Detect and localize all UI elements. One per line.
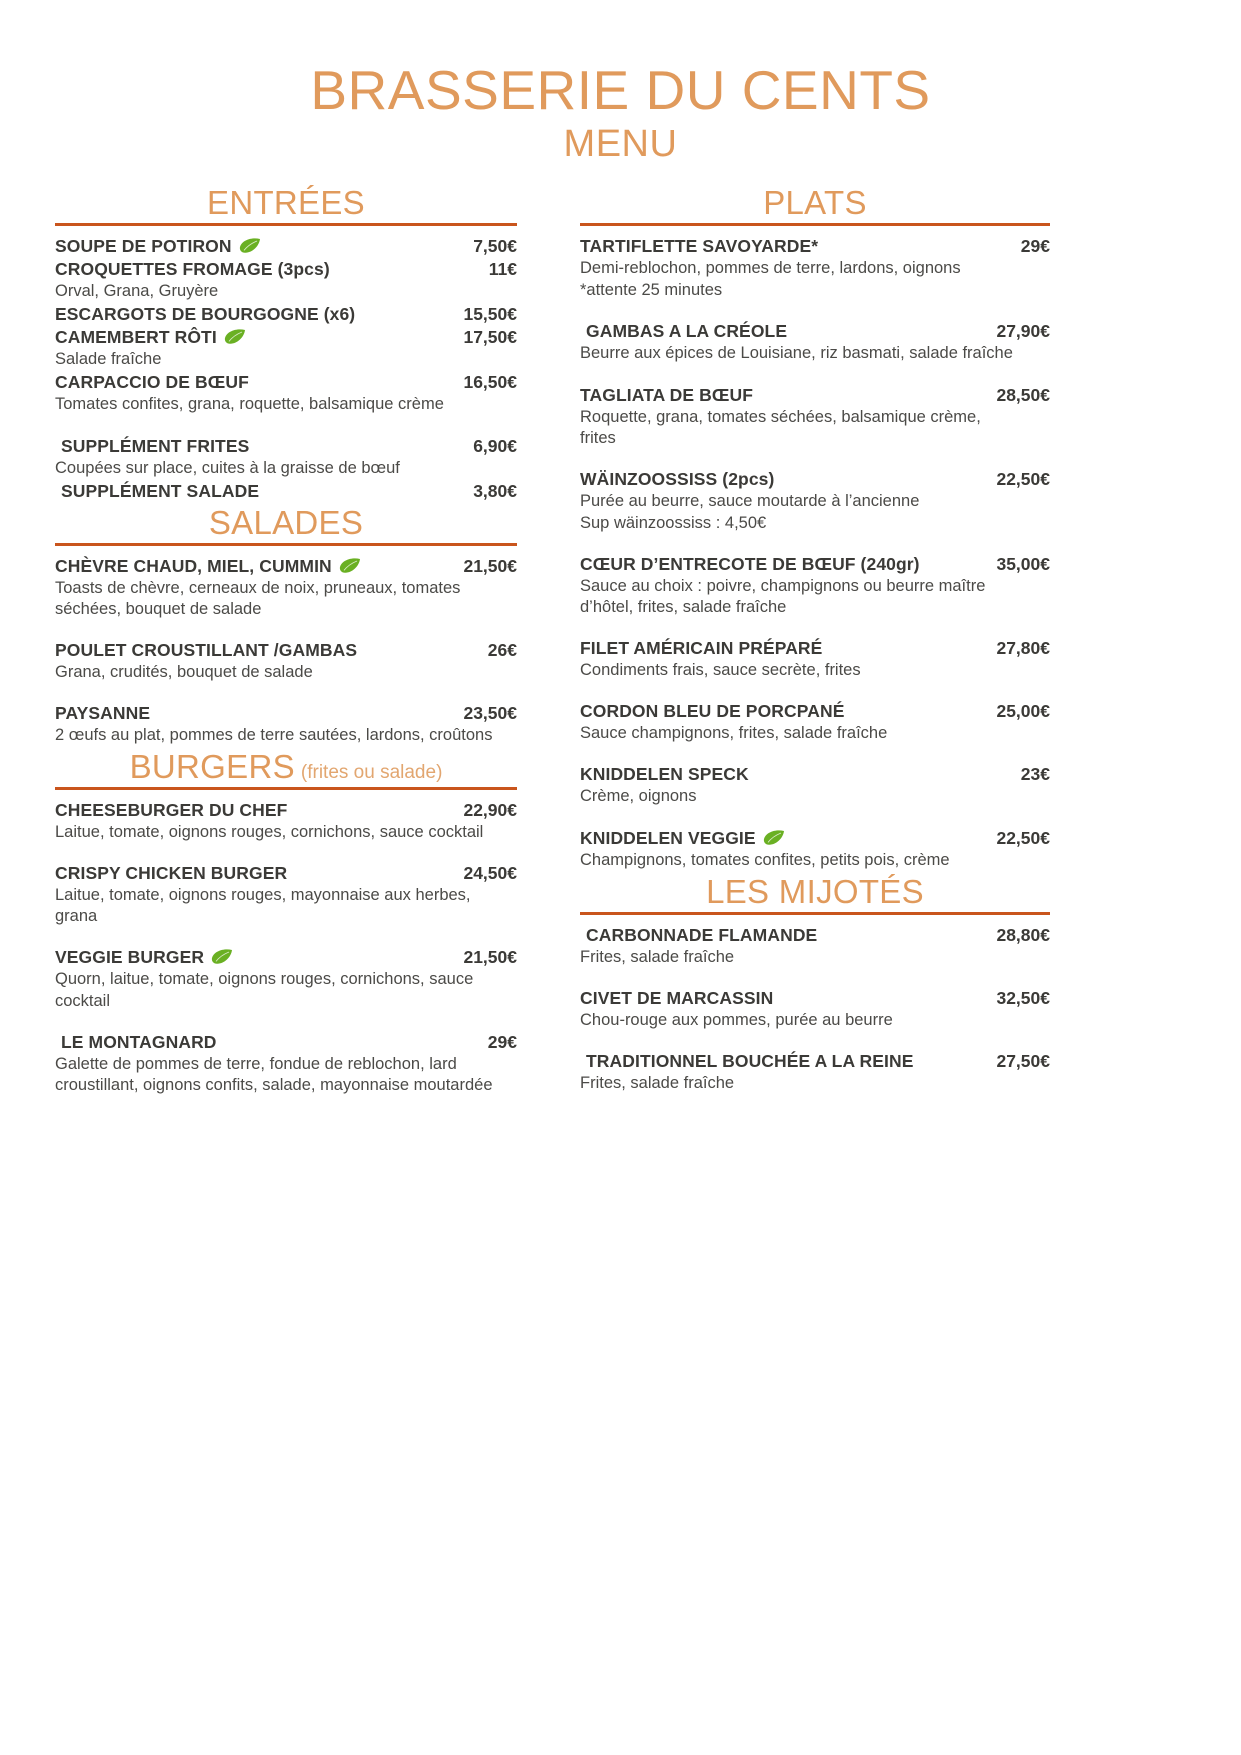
menu-item-price: 23€ <box>1020 764 1050 785</box>
menu-item-line <box>55 947 517 968</box>
menu-item-line <box>580 925 1050 946</box>
menu-item <box>55 436 517 479</box>
menu-item-list <box>580 236 1050 870</box>
menu-item-name: POULET CROUSTILLANT /GAMBAS <box>55 639 358 660</box>
menu-item-name: CARPACCIO DE BŒUF <box>55 372 249 393</box>
menu-item-line <box>55 304 517 325</box>
menu-item-name: LE MONTAGNARD <box>61 1031 217 1052</box>
section-title: LES MIJOTÉS <box>706 872 924 910</box>
menu-item <box>580 988 1050 1031</box>
menu-item-description: Chou-rouge aux pommes, purée au beurre <box>580 1010 893 1029</box>
menu-item-name: CORDON BLEU DE PORCPANÉ <box>580 701 845 722</box>
menu-item-line <box>580 554 1050 575</box>
menu-item-price: 27,80€ <box>996 638 1050 659</box>
menu-item-name: CROQUETTES FROMAGE (3pcs) <box>55 259 330 280</box>
menu-item-line <box>55 327 517 348</box>
menu-item-description: Coupées sur place, cuites à la graisse de bœuf <box>55 458 400 477</box>
menu-item-name: FILET AMÉRICAIN PRÉPARÉ <box>580 638 823 659</box>
menu-item-line <box>580 988 1050 1009</box>
menu-item-list <box>580 925 1050 1094</box>
menu-item <box>55 800 517 843</box>
restaurant-title: BRASSERIE DU CENTS <box>310 59 931 121</box>
menu-item-name: KNIDDELEN SPECK <box>580 764 749 785</box>
section-title: SALADES <box>208 503 364 541</box>
vegetarian-leaf-icon <box>211 949 233 964</box>
menu-item-description: Galette de pommes de terre, fondue de reblochon, lard croustillant, oignons confits, salade, mayonnaise moutardée <box>55 1054 493 1094</box>
menu-item-line <box>580 236 1050 257</box>
menu-section-entrees <box>55 186 517 501</box>
menu-item-list <box>55 236 517 501</box>
menu-item-price: 35,00€ <box>996 553 1050 574</box>
menu-item-line <box>580 828 1050 849</box>
menu-item-description: Grana, crudités, bouquet de salade <box>55 662 313 681</box>
menu-item <box>580 828 1050 871</box>
vegetarian-leaf-icon <box>763 830 785 845</box>
menu-item-line <box>55 556 517 577</box>
menu-item-name: CHEESEBURGER DU CHEF <box>55 800 288 821</box>
menu-item-description: Crème, oignons <box>580 787 697 806</box>
menu-item-name: TRADITIONNEL BOUCHÉE A LA REINE <box>586 1050 914 1071</box>
menu-item-description: Toasts de chèvre, cerneaux de noix, pruneaux, tomates séchées, bouquet de salade <box>55 578 461 618</box>
menu-item-price: 7,50€ <box>473 236 517 257</box>
menu-section-plats <box>580 186 1050 870</box>
menu-item <box>55 372 517 415</box>
menu-item-price: 29€ <box>1020 236 1050 257</box>
menu-item-price: 16,50€ <box>463 372 517 393</box>
menu-item <box>580 236 1050 301</box>
menu-item-description: Tomates confites, grana, roquette, balsamique crème <box>55 395 444 414</box>
menu-item-line <box>55 800 517 821</box>
menu-item <box>580 385 1050 449</box>
menu-item-description: *attente 25 minutes <box>580 281 723 300</box>
section-title: BURGERS <box>129 748 295 786</box>
menu-item-line <box>55 703 517 724</box>
menu-item <box>580 925 1050 968</box>
menu-item-price: 24,50€ <box>463 863 517 884</box>
section-divider <box>55 223 517 226</box>
menu-item-line <box>580 701 1050 722</box>
menu-item-line <box>580 321 1050 342</box>
section-divider <box>55 543 517 546</box>
menu-item-name: WÄINZOOSSISS (2pcs) <box>580 468 775 489</box>
menu-item-name: SOUPE DE POTIRON <box>55 236 232 257</box>
section-header-plats <box>580 186 1050 222</box>
menu-columns <box>55 182 1186 1098</box>
menu-item-price: 11€ <box>488 259 517 280</box>
menu-item-line <box>580 1051 1050 1072</box>
menu-item-price: 22,50€ <box>996 827 1050 848</box>
menu-item <box>55 863 517 927</box>
menu-item-price: 29€ <box>487 1031 517 1052</box>
menu-item-description: Sauce au choix : poivre, champignons ou beurre maître d’hôtel, frites, salade fraîche <box>580 576 986 617</box>
menu-item-price: 26€ <box>487 639 517 660</box>
menu-item-line <box>55 481 517 502</box>
menu-item-price: 28,80€ <box>996 924 1050 945</box>
menu-item <box>580 469 1050 534</box>
menu-item <box>580 764 1050 807</box>
menu-item-description: Sup wäinzoossiss : 4,50€ <box>580 513 767 532</box>
menu-item-description: Frites, salade fraîche <box>580 947 735 966</box>
vegetarian-leaf-icon <box>339 558 361 573</box>
menu-item-name: VEGGIE BURGER <box>55 947 205 968</box>
menu-item-description: Frites, salade fraîche <box>580 1073 735 1092</box>
menu-item-line <box>55 372 517 393</box>
menu-item-name: CIVET DE MARCASSIN <box>580 987 774 1008</box>
menu-item-description: Purée au beurre, sauce moutarde à l’ancienne <box>580 491 920 510</box>
menu-item <box>55 481 517 502</box>
menu-item-name: CARBONNADE FLAMANDE <box>586 924 818 945</box>
menu-item-name: SUPPLÉMENT SALADE <box>61 480 260 501</box>
section-header-burgers <box>55 750 517 786</box>
menu-item-price: 28,50€ <box>996 384 1050 405</box>
menu-item-list <box>55 556 517 746</box>
section-header-salades <box>55 503 517 542</box>
section-header-entrees <box>55 186 517 222</box>
menu-item-line <box>55 236 517 257</box>
menu-item-line <box>580 385 1050 406</box>
menu-item <box>580 1051 1050 1094</box>
menu-item-line <box>580 638 1050 659</box>
menu-item <box>55 556 517 620</box>
menu-item-description: Salade fraîche <box>55 350 162 369</box>
menu-item-description: Beurre aux épices de Louisiane, riz basmati, salade fraîche <box>580 344 1013 363</box>
section-title: PLATS <box>763 184 867 222</box>
section-divider <box>580 223 1050 226</box>
menu-item-name: PAYSANNE <box>55 702 151 723</box>
menu-item-name: GAMBAS A LA CRÉOLE <box>586 321 788 342</box>
menu-item-list <box>55 800 517 1096</box>
right-column <box>580 182 1050 1096</box>
menu-item-name: CŒUR D’ENTRECOTE DE BŒUF (240gr) <box>580 553 920 574</box>
menu-item-line <box>55 1032 517 1053</box>
menu-item-name: SUPPLÉMENT FRITES <box>61 435 250 456</box>
menu-item-description: Champignons, tomates confites, petits pois, crème <box>580 850 950 869</box>
menu-item-price: 6,90€ <box>473 435 517 456</box>
menu-item-name: CAMEMBERT RÔTI <box>55 327 217 348</box>
menu-item-name: CRISPY CHICKEN BURGER <box>55 863 288 884</box>
menu-item <box>55 259 517 302</box>
menu-item-name: TARTIFLETTE SAVOYARDE* <box>580 236 819 257</box>
menu-item-price: 17,50€ <box>463 327 517 348</box>
menu-item-description: 2 œufs au plat, pommes de terre sautées, lardons, croûtons <box>55 725 493 744</box>
menu-item <box>55 327 517 370</box>
section-title: ENTRÉES <box>207 184 365 222</box>
section-divider <box>580 912 1050 915</box>
menu-item-price: 27,90€ <box>996 321 1050 342</box>
menu-item <box>580 321 1050 364</box>
menu-item-price: 25,00€ <box>996 701 1050 722</box>
menu-item <box>55 947 517 1011</box>
vegetarian-leaf-icon <box>224 329 246 344</box>
menu-item <box>580 554 1050 618</box>
menu-item-line <box>580 764 1050 785</box>
menu-item-line <box>55 259 517 280</box>
menu-item <box>580 638 1050 681</box>
menu-item-price: 21,50€ <box>463 947 517 968</box>
menu-item-description: Condiments frais, sauce secrète, frites <box>580 661 861 680</box>
menu-item-price: 15,50€ <box>463 304 517 325</box>
menu-item-description: Demi-reblochon, pommes de terre, lardons, oignons <box>580 259 961 278</box>
menu-subtitle: MENU <box>563 122 678 165</box>
menu-section-burgers <box>55 750 517 1096</box>
masthead <box>55 60 1186 166</box>
menu-item-price: 22,90€ <box>463 800 517 821</box>
menu-item-price: 27,50€ <box>996 1050 1050 1071</box>
menu-item-name: ESCARGOTS DE BOURGOGNE (x6) <box>55 304 356 325</box>
menu-item <box>55 236 517 257</box>
menu-section-salades <box>55 503 517 746</box>
menu-section-mijotes <box>580 872 1050 1094</box>
menu-item <box>55 304 517 325</box>
menu-item-price: 3,80€ <box>473 480 517 501</box>
menu-item-line <box>55 863 517 884</box>
menu-item-name: KNIDDELEN VEGGIE <box>580 827 756 848</box>
section-note: (frites ou salade) <box>300 762 443 784</box>
menu-item <box>55 1032 517 1096</box>
menu-item <box>580 701 1050 744</box>
menu-item-description: Orval, Grana, Gruyère <box>55 282 219 301</box>
menu-item-name: TAGLIATA DE BŒUF <box>580 384 754 405</box>
menu-item <box>55 703 517 746</box>
menu-item-price: 23,50€ <box>463 702 517 723</box>
menu-item-description: Laitue, tomate, oignons rouges, mayonnaise aux herbes, grana <box>55 886 471 926</box>
section-header-mijotes <box>580 872 1050 911</box>
menu-item-price: 21,50€ <box>463 555 517 576</box>
vegetarian-leaf-icon <box>239 238 261 253</box>
menu-item-description: Quorn, laitue, tomate, oignons rouges, cornichons, sauce cocktail <box>55 970 474 1010</box>
menu-item-line <box>55 436 517 457</box>
menu-item-line <box>580 469 1050 490</box>
menu-item-line <box>55 640 517 661</box>
left-column <box>55 182 525 1098</box>
menu-item-price: 22,50€ <box>996 468 1050 489</box>
menu-item-price: 32,50€ <box>996 987 1050 1008</box>
menu-item-description: Sauce champignons, frites, salade fraîche <box>580 724 888 743</box>
menu-item <box>55 640 517 683</box>
section-divider <box>55 787 517 790</box>
menu-item-description: Roquette, grana, tomates séchées, balsamique crème, frites <box>580 407 981 447</box>
menu-item-name: CHÈVRE CHAUD, MIEL, CUMMIN <box>55 555 332 576</box>
menu-item-description: Laitue, tomate, oignons rouges, cornichons, sauce cocktail <box>55 823 484 842</box>
